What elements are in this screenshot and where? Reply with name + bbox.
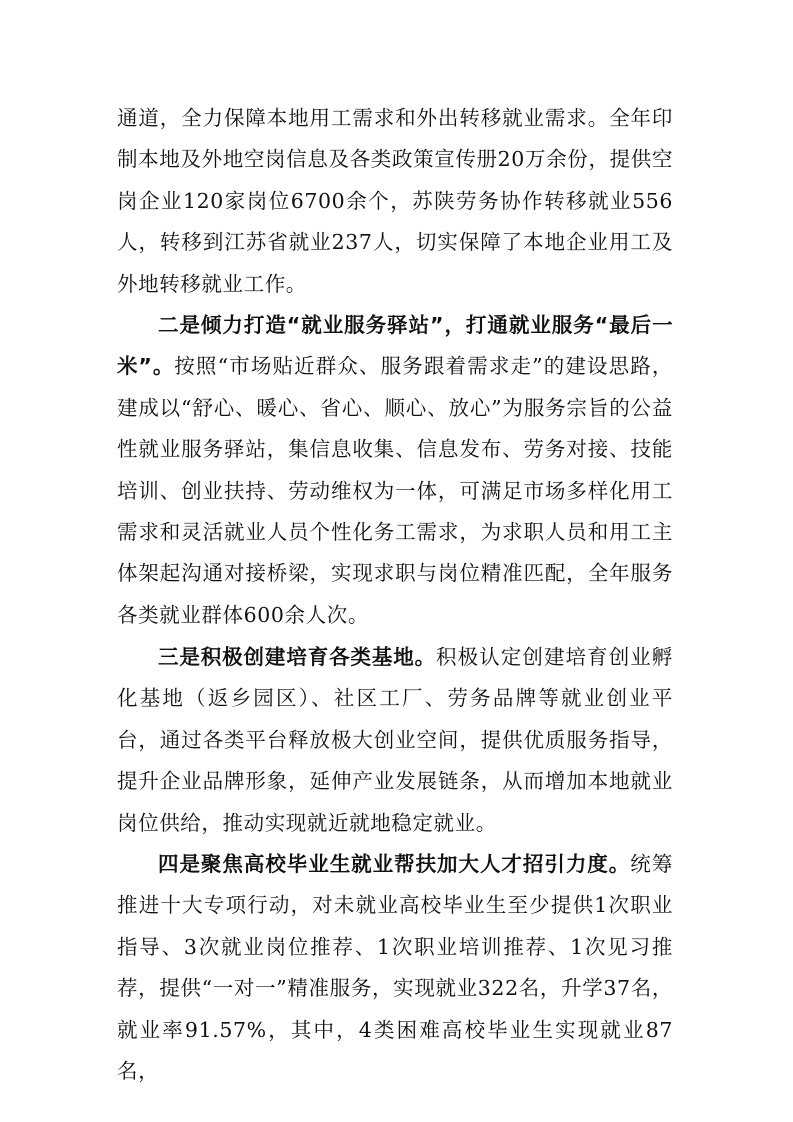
paragraph-text: 按照“市场贴近群众、服务跟着需求走”的建设思路，建成以“舒心、暖心、省心、顺心、放心”为服务宗旨的公益性就业服务驿站，集信息收集、信息发布、劳务对接、技能培训、创业扶持、劳动维权为一体，可满足市场多样化用工需求和灵活就业人员个性化务工需求，为求职人员和用工主体架起沟通对接桥梁，实现求职与岗位精准匹配，全年服务各类就业群体600余人次。 xyxy=(117,354,673,627)
paragraph-heading: 四是聚焦高校毕业生就业帮扶加大人才招引力度。 xyxy=(158,852,631,876)
paragraph-continuation xyxy=(117,98,673,305)
paragraph-graduates xyxy=(117,844,673,1092)
paragraph-service-station xyxy=(117,305,673,636)
paragraph-heading: 二是倾力打造“就业服务驿站”，打通就业服务“最后一米”。 xyxy=(117,313,673,379)
paragraph-text: 统筹推进十大专项行动，对未就业高校毕业生至少提供1次职业指导、3次就业岗位推荐、1次职业培训推荐、1次见习推荐，提供“一对一”精准服务，实现就业322名，升学37名，就业率91.57%，其中，4类困难高校毕业生实现就业87名， xyxy=(117,852,673,1084)
paragraph-heading: 三是积极创建培育各类基地。 xyxy=(158,645,437,669)
paragraph-text: 积极认定创建培育创业孵化基地（返乡园区）、社区工厂、劳务品牌等就业创业平台，通过各类平台释放极大创业空间，提供优质服务指导，提升企业品牌形象，延伸产业发展链条，从而增加本地就业岗位供给，推动实现就近就地稳定就业。 xyxy=(117,645,673,835)
paragraph-bases xyxy=(117,637,673,844)
paragraph-text: 通道，全力保障本地用工需求和外出转移就业需求。全年印制本地及外地空岗信息及各类政策宣传册20万余份，提供空岗企业120家岗位6700余个，苏陕劳务协作转移就业556人，转移到江苏省就业237人，切实保障了本地企业用工及外地转移就业工作。 xyxy=(117,106,673,296)
